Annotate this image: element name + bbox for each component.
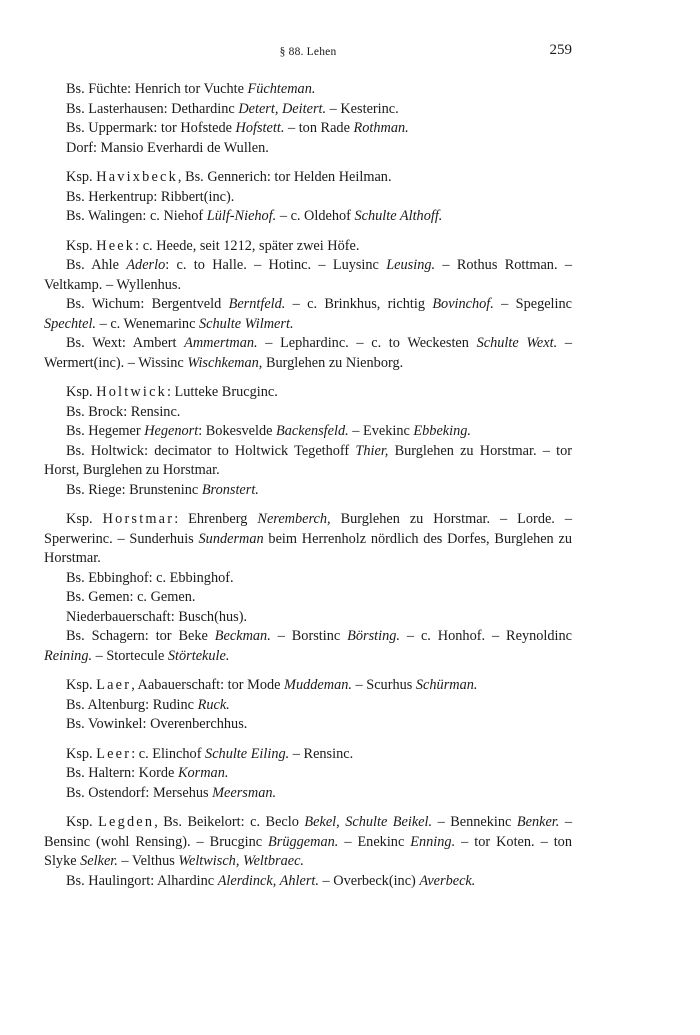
italic-surname: Wischkeman, (187, 354, 263, 371)
italic-surname: Ruck. (197, 696, 230, 713)
text-run: Bs. Herkentrup: Ribbert(inc). (66, 188, 235, 205)
entry-paragraph (44, 119, 572, 139)
italic-surname: Thier, (355, 442, 389, 459)
entry-group (44, 676, 572, 735)
italic-surname: Muddeman. (284, 677, 352, 693)
entry-paragraph (44, 569, 572, 589)
entry-group (44, 168, 572, 227)
text-run: , Bs. Gennerich: tor Helden Heilman. (177, 169, 392, 185)
text-run: Bs. Ostendorf: Mersehus (66, 784, 213, 801)
entry-paragraph (44, 237, 572, 257)
text-run: Burglehen zu Horstmar. – Lorde. – Sperwerinc. – Sunderhuis (44, 511, 573, 547)
entry-paragraph (44, 784, 572, 804)
italic-surname: Schürman. (415, 677, 478, 693)
section-title: § 88. Lehen (279, 46, 337, 58)
italic-surname: Detert, Deitert. (238, 100, 327, 117)
entry-paragraph (44, 696, 572, 716)
italic-surname: Benker. (516, 814, 560, 830)
italic-surname: Börsting. (347, 628, 400, 644)
entry-paragraph (44, 872, 572, 892)
text-run: Bs. Haltern: Korde (66, 765, 178, 781)
text-run: , Aabauerschaft: tor Mode (131, 677, 285, 693)
text-run: Ksp. (66, 814, 99, 830)
text-run: Bs. Brock: Rensinc. (66, 403, 181, 420)
text-run: Ksp. (66, 237, 97, 254)
italic-surname: Berntfeld. (228, 296, 286, 312)
italic-surname: Selker. (80, 853, 118, 869)
entry-group (44, 237, 572, 374)
page-body (44, 80, 572, 901)
entry-paragraph (44, 715, 572, 735)
text-run: – Wermert(inc). – Wissinc (44, 335, 572, 371)
parish-name: Heek (96, 237, 136, 254)
entry-paragraph (44, 745, 572, 765)
text-run: Bs. Gemen: c. Gemen. (66, 589, 196, 605)
text-run: – Lephardinc. – c. to Weckesten (257, 335, 477, 351)
text-run: Bs. Riege: Brunsteninc (66, 481, 202, 498)
text-run: : Bokesvelde (198, 423, 277, 439)
text-run: : c. Heede, seit 1212, später zwei Höfe. (135, 237, 360, 254)
entry-paragraph (44, 207, 572, 227)
text-run: – c. Wenemarinc (96, 315, 200, 332)
italic-surname: Aderlo (126, 257, 166, 273)
italic-surname: Sunderman (198, 530, 264, 547)
text-run: – Borstinc (270, 628, 348, 644)
text-run: , Bs. Beikelort: c. Beclo (154, 814, 305, 830)
text-run: Bs. Füchte: Henrich tor Vuchte (66, 81, 248, 97)
text-run: Bs. Ahle (66, 257, 127, 273)
text-run: Dorf: Mansio Everhardi de Wullen. (66, 139, 269, 156)
italic-surname: Schulte Althoff. (354, 208, 443, 224)
text-run: Ksp. (66, 169, 97, 185)
italic-surname: Beckman. (214, 628, 271, 644)
entry-paragraph (44, 676, 572, 696)
entry-paragraph (44, 588, 572, 608)
text-run: : c. Elinchof (131, 745, 206, 762)
italic-surname: Hegenort (144, 423, 199, 439)
italic-surname: Füchteman. (247, 81, 316, 97)
italic-surname: Alerdinck, Ahlert. (217, 872, 319, 889)
italic-surname: Störtekule. (167, 647, 230, 664)
entry-paragraph (44, 510, 572, 569)
italic-surname: Weltwisch, Weltbraec. (178, 853, 304, 869)
entry-group (44, 813, 572, 891)
entry-group (44, 510, 572, 666)
text-run: – c. Oldehof (276, 208, 355, 224)
italic-surname: Hofstett. (235, 120, 285, 136)
entry-paragraph (44, 422, 572, 442)
text-run: Ksp. (66, 745, 97, 762)
italic-surname: Bekel, Schulte Beikel. (304, 814, 433, 830)
page-number: 259 (549, 42, 572, 58)
text-run: – c. Honhof. – Reynoldinc (399, 628, 572, 644)
parish-name: Laer (96, 677, 132, 693)
text-run: – tor Koten. – ton Slyke (44, 833, 572, 869)
text-run: – Rensinc. (289, 745, 354, 762)
entry-paragraph (44, 334, 572, 373)
text-run: – c. Brinkhus, richtig (285, 296, 433, 312)
entry-paragraph (44, 608, 572, 628)
entry-paragraph (44, 403, 572, 423)
entry-paragraph (44, 139, 572, 159)
entry-paragraph (44, 295, 572, 334)
italic-surname: Brüggeman. (268, 833, 339, 850)
text-run: – Spegelinc (493, 296, 572, 312)
text-run: Bs. Wichum: Bergentveld (66, 296, 229, 312)
text-run: – Scurhus (351, 677, 416, 693)
parish-name: Leer (96, 745, 132, 762)
parish-name: Holtwick (96, 384, 167, 400)
text-run: Ksp. (66, 384, 97, 400)
text-run: Bs. Wext: Ambert (66, 335, 185, 351)
italic-surname: Backensfeld. (276, 423, 349, 439)
italic-surname: Reining. (44, 647, 93, 664)
text-run: – Enekinc (338, 833, 411, 850)
entry-paragraph (44, 100, 572, 120)
italic-surname: Spechtel. (44, 315, 97, 332)
entry-group (44, 383, 572, 500)
text-run: Bs. Haulingort: Alhardinc (66, 872, 218, 889)
entry-paragraph (44, 627, 572, 666)
text-run: Burglehen zu Horstmar. – tor Horst, Burglehen zu Horstmar. (44, 442, 572, 478)
entry-group (44, 80, 572, 158)
text-run: Ksp. (66, 511, 103, 527)
text-run: – Kesterinc. (326, 100, 399, 117)
italic-surname: Schulte Wilmert. (199, 315, 294, 332)
italic-surname: Bronstert. (201, 481, 259, 498)
text-run: Bs. Ebbinghof: c. Ebbinghof. (66, 569, 234, 586)
text-run: : Ehrenberg (174, 511, 258, 527)
text-run: – Evekinc (348, 423, 414, 439)
text-run: Bs. Uppermark: tor Hofstede (66, 120, 236, 136)
text-run: : Lutteke Brucginc. (167, 384, 278, 400)
text-run: Burglehen zu Nienborg. (262, 354, 404, 371)
entry-group (44, 745, 572, 804)
parish-name: Horstmar (102, 511, 175, 527)
entry-paragraph (44, 481, 572, 501)
italic-surname: Neremberch, (257, 511, 331, 527)
text-run: Bs. Schagern: tor Beke (66, 628, 215, 644)
running-header (44, 40, 572, 64)
text-run: – Bennekinc (432, 814, 517, 830)
entry-paragraph (44, 813, 572, 872)
entry-paragraph (44, 168, 572, 188)
italic-surname: Rothman. (353, 120, 409, 136)
text-run: Niederbauerschaft: Busch(hus). (66, 608, 248, 625)
entry-paragraph (44, 188, 572, 208)
text-run: Bs. Vowinkel: Overenberchhus. (66, 716, 248, 732)
italic-surname: Lülf-Niehof. (206, 208, 277, 224)
italic-surname: Schulte Eiling. (205, 745, 290, 762)
italic-surname: Schulte Wext. (476, 335, 558, 351)
parish-name: Havixbeck (96, 169, 178, 185)
text-run: Bs. Holtwick: decimator to Holtwick Tegethoff (66, 442, 356, 459)
text-run: Bs. Walingen: c. Niehof (66, 208, 207, 224)
text-run: Ksp. (66, 677, 97, 693)
italic-surname: Leusing. (386, 257, 436, 273)
italic-surname: Meersman. (212, 784, 277, 801)
text-run: – ton Rade (284, 120, 354, 136)
italic-surname: Ammertman. (184, 335, 258, 351)
entry-paragraph (44, 256, 572, 295)
entry-paragraph (44, 764, 572, 784)
text-run: Bs. Altenburg: Rudinc (66, 696, 198, 713)
text-run: – Stortecule (92, 647, 168, 664)
text-run: – Velthus (117, 853, 179, 869)
italic-surname: Averbeck. (419, 872, 476, 889)
parish-name: Legden (98, 814, 155, 830)
italic-surname: Enning. (410, 833, 456, 850)
text-run: – Rothus Rottman. – Veltkamp. – Wyllenhus. (44, 257, 572, 293)
italic-surname: Bovinchof. (432, 296, 494, 312)
entry-paragraph (44, 442, 572, 481)
text-run: Bs. Hegemer (66, 423, 145, 439)
text-run: – Bensinc (wohl Rensing). – Brucginc (44, 814, 573, 850)
entry-paragraph (44, 80, 572, 100)
text-run: : c. to Halle. – Hotinc. – Luysinc (165, 257, 387, 273)
text-run: beim Herrenholz nördlich des Dorfes, Burglehen zu Horstmar. (44, 530, 572, 566)
text-run: – Overbeck(inc) (318, 872, 420, 889)
italic-surname: Korman. (177, 765, 229, 781)
italic-surname: Ebbeking. (413, 423, 471, 439)
text-run: Bs. Lasterhausen: Dethardinc (66, 100, 239, 117)
entry-paragraph (44, 383, 572, 403)
